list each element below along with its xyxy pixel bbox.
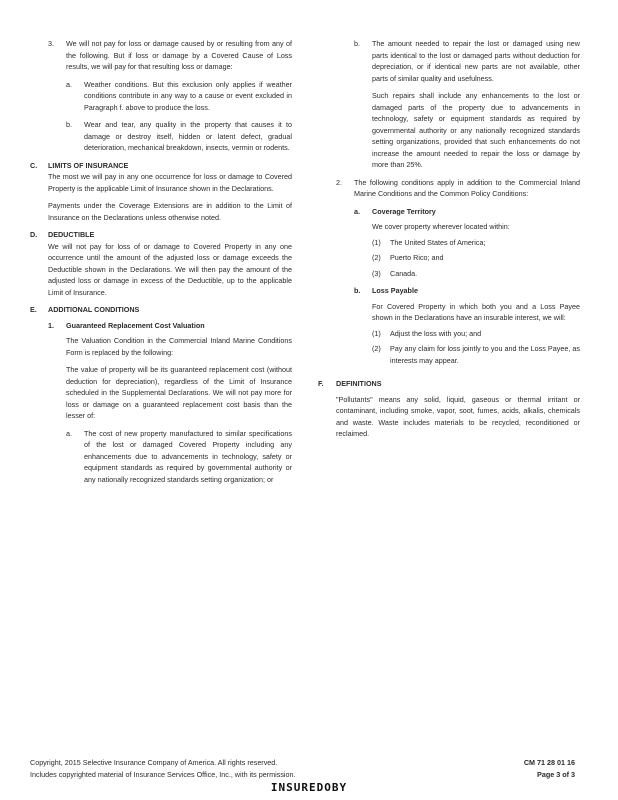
section-c-paragraph-2 <box>30 200 292 223</box>
condition-2 <box>318 177 580 200</box>
item-text: The amount needed to repair the lost or damaged using new parts identical to the lost or damaged parts without deduction for depreciation, or if identical new parts are not available, other parts of similar quality and usefulness. <box>372 39 580 83</box>
loss-payable-item-1 <box>318 328 580 340</box>
condition-1-item-b-paragraph-2 <box>318 90 580 171</box>
coverage-territory-heading <box>318 206 580 218</box>
condition-1-item-b <box>318 38 580 84</box>
section-letter: F. <box>318 379 324 388</box>
item-text: Such repairs shall include any enhancements to the lost or damaged parts of the property due to advancements in technology, safety or equipment standards as required by governmental authority or any nationally recognized standards setting organizations, provided that such enhancements do not increase the amount needed to repair the loss or damage by more than 25%. <box>372 91 580 169</box>
item-letter: a. <box>66 428 72 438</box>
item-number: 2. <box>336 177 342 187</box>
page-number: Page 3 of 3 <box>537 769 575 779</box>
section-c-paragraph-1 <box>30 171 292 194</box>
territory-item-1 <box>318 237 580 249</box>
item-text: Adjust the loss with you; and <box>390 328 482 338</box>
condition-title: Coverage Territory <box>372 206 436 216</box>
paragraph: We cover property wherever located within: <box>372 222 510 231</box>
condition-1-item-a <box>30 428 292 486</box>
copyright-line: Copyright, 2015 Selective Insurance Company of America. All rights reserved. <box>30 758 278 767</box>
copyright-block <box>30 757 296 780</box>
paragraph: The Valuation Condition in the Commercial Inland Marine Conditions Form is replaced by the following: <box>66 336 292 357</box>
section-letter: E. <box>30 305 37 314</box>
item-text: Weather conditions. But this exclusion only applies if weather conditions contribute in any way to a cause or event excluded in Paragraph f. above to produce the loss. <box>84 79 292 112</box>
territory-item-3 <box>318 268 580 280</box>
section-title: DEFINITIONS <box>336 379 382 388</box>
item-text: The cost of new property manufactured to similar specifications of the lost or damaged Covered Property including any enhancements due to advancements in technology, safety or equipment standards as required by governmental authority or any nationally recognized standards setting organization; or <box>84 428 292 484</box>
item-number: (2) <box>372 344 381 353</box>
item-text: Puerto Rico; and <box>390 253 444 262</box>
loss-payable-text <box>318 301 580 324</box>
copyright-line: Includes copyrighted material of Insurance Services Office, Inc., with its permission. <box>30 769 296 779</box>
exclusion-item-3 <box>30 38 292 73</box>
paragraph: Payments under the Coverage Extensions are in addition to the Limit of Insurance on the Declarations unless otherwise noted. <box>48 201 292 222</box>
item-number: (3) <box>372 268 381 278</box>
item-number: 3. <box>48 39 54 48</box>
section-letter: C. <box>30 160 38 170</box>
section-title: LIMITS OF INSURANCE <box>48 160 129 170</box>
section-f-paragraph <box>318 394 580 440</box>
item-text: Wear and tear, any quality in the property that causes it to damage or destroy itself, hidden or latent defect, gradual deterioration, mechanical breakdown, insects, vermin or rodents. <box>84 120 292 152</box>
right-column <box>318 38 580 440</box>
form-number: CM 71 28 01 16 <box>523 758 575 767</box>
section-f-heading <box>318 378 580 390</box>
left-column <box>30 38 292 485</box>
item-number: 1. <box>48 320 54 330</box>
paragraph: The most we will pay in any one occurrence for loss or damage to Covered Property is the applicable Limit of Insurance shown in the Declarations. <box>48 172 292 193</box>
paragraph: For Covered Property in which both you and a Loss Payee shown in the Declarations have an insurable interest, we will: <box>372 301 580 322</box>
item-text: We will not pay for loss or damage caused by or resulting from any of the following. But if loss or damage by a Covered Cause of Loss results, we will pay for that resulting loss or damage: <box>66 39 292 71</box>
section-d-paragraph <box>30 241 292 299</box>
item-text: Canada. <box>390 268 418 278</box>
coverage-territory-text <box>318 221 580 233</box>
item-text: The following conditions apply in addition to the Commercial Inland Marine Conditions and the Common Policy Conditions: <box>354 177 580 198</box>
section-title: ADDITIONAL CONDITIONS <box>48 305 140 314</box>
item-letter: b. <box>354 286 361 295</box>
paragraph: "Pollutants" means any solid, liquid, gaseous or thermal irritant or contaminant, including smoke, vapor, soot, fumes, acids, alkalis, chemicals and waste. Waste includes materials to be recycled, reconditioned or reclaimed. <box>336 394 580 438</box>
item-letter: a. <box>354 206 360 216</box>
section-letter: D. <box>30 230 38 239</box>
item-number: (1) <box>372 237 381 247</box>
condition-1-heading <box>30 320 292 332</box>
form-info <box>524 757 575 780</box>
condition-1-paragraph-1 <box>30 335 292 358</box>
section-c-heading <box>30 160 292 172</box>
item-letter: b. <box>354 39 360 48</box>
item-letter: a. <box>66 79 72 89</box>
condition-title: Loss Payable <box>372 286 418 295</box>
loss-payable-item-2 <box>318 343 580 366</box>
item-letter: b. <box>66 120 72 129</box>
item-text: The United States of America; <box>390 237 486 247</box>
loss-payable-heading <box>318 285 580 297</box>
section-e-heading <box>30 304 292 316</box>
paragraph: The value of property will be its guaranteed replacement cost (without deduction for depreciation), regardless of the Limit of Insurance scheduled in the Supplemental Declarations. We will not pay more for loss or damage on a guaranteed replacement cost basis than the lesser of: <box>66 365 292 420</box>
watermark: INSUREDOBY <box>270 781 348 794</box>
condition-title: Guaranteed Replacement Cost Valuation <box>66 320 205 330</box>
territory-item-2 <box>318 252 580 264</box>
item-number: (1) <box>372 328 381 338</box>
exclusion-item-3b <box>30 119 292 154</box>
paragraph: We will not pay for loss of or damage to Covered Property in any one occurrence until the amount of the adjusted loss or damage exceeds the Deductible shown in the Declarations. We will then pay the amount of the adjusted loss or damage in excess of the Deductible, up to the applicable Limit of Insurance. <box>48 241 292 297</box>
item-text: Pay any claim for loss jointly to you and the Loss Payee, as interests may appear. <box>390 344 580 365</box>
exclusion-item-3a <box>30 79 292 114</box>
section-d-heading <box>30 229 292 241</box>
section-title: DEDUCTIBLE <box>48 230 95 239</box>
item-number: (2) <box>372 253 381 262</box>
condition-1-paragraph-2 <box>30 364 292 422</box>
